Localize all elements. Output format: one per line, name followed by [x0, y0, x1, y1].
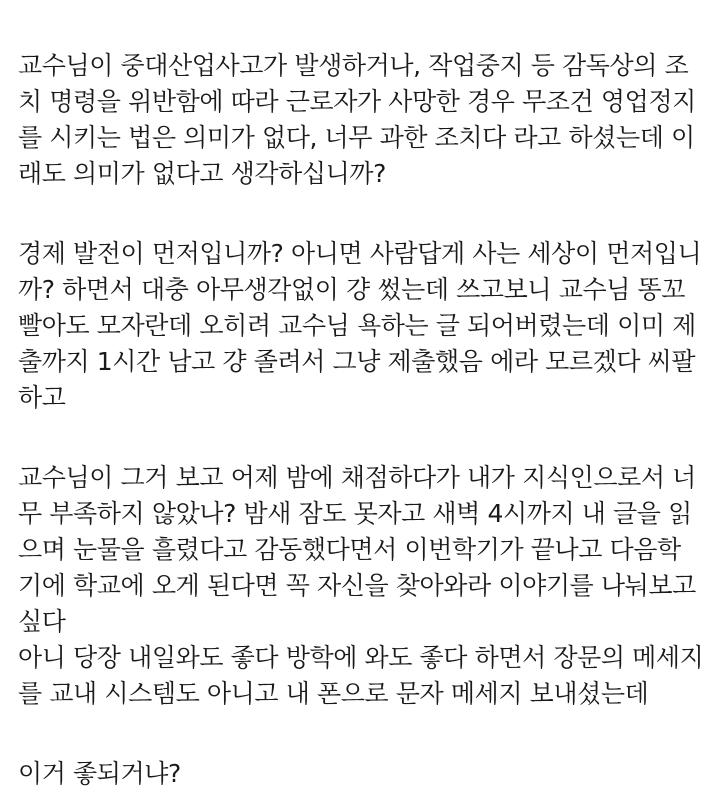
- text-line: 교수님이 그거 보고 어제 밤에 채점하다가 내가 지식인으로서 너: [18, 463, 696, 492]
- post-body: [18, 48, 708, 792]
- paragraph: [18, 236, 708, 416]
- paragraph-gap: [18, 712, 708, 756]
- text-line: 교수님이 중대산업사고가 발생하거나, 작업중지 등 감독상의 조: [18, 51, 689, 80]
- paragraph: [18, 460, 708, 712]
- paragraph: [18, 48, 708, 192]
- text-line: 기에 학교에 오게 된다면 꼭 자신을 찾아와라 이야기를 나눠보고: [18, 571, 696, 600]
- text-line: 출까지 1시간 남고 걍 졸려서 그냥 제출했음 에라 모르겠다 씨팔: [18, 347, 696, 376]
- text-line: 까? 하면서 대충 아무생각없이 걍 썼는데 쓰고보니 교수님 똥꼬: [18, 275, 685, 304]
- text-line: 치 명령을 위반함에 따라 근로자가 사망한 경우 무조건 영업정지: [18, 87, 696, 116]
- paragraph-gap: [18, 416, 708, 460]
- text-line: 래도 의미가 없다고 생각하십니까?: [18, 159, 387, 188]
- paragraph: [18, 756, 708, 792]
- text-line: 하고: [18, 383, 66, 412]
- text-line: 경제 발전이 먼저입니까? 아니면 사람답게 사는 세상이 먼저입니: [18, 239, 702, 268]
- text-line: 무 부족하지 않았나? 밤새 잠도 못자고 새벽 4시까지 내 글을 읽: [18, 499, 692, 528]
- text-line: 를 시키는 법은 의미가 없다, 너무 과한 조치다 라고 하셨는데 이: [18, 123, 695, 152]
- paragraph-gap: [18, 192, 708, 236]
- text-line: 를 교내 시스템도 아니고 내 폰으로 문자 메세지 보내셨는데: [18, 679, 649, 708]
- text-line: 빨아도 모자란데 오히려 교수님 욕하는 글 되어버렸는데 이미 제: [18, 311, 696, 340]
- text-line: 싶다: [18, 607, 66, 636]
- text-line: 이거 좋되거냐?: [18, 759, 181, 788]
- text-line: 아니 당장 내일와도 좋다 방학에 와도 좋다 하면서 장문의 메세지: [18, 643, 704, 672]
- text-line: 으며 눈물을 흘렸다고 감동했다면서 이번학기가 끝나고 다음학: [18, 535, 681, 564]
